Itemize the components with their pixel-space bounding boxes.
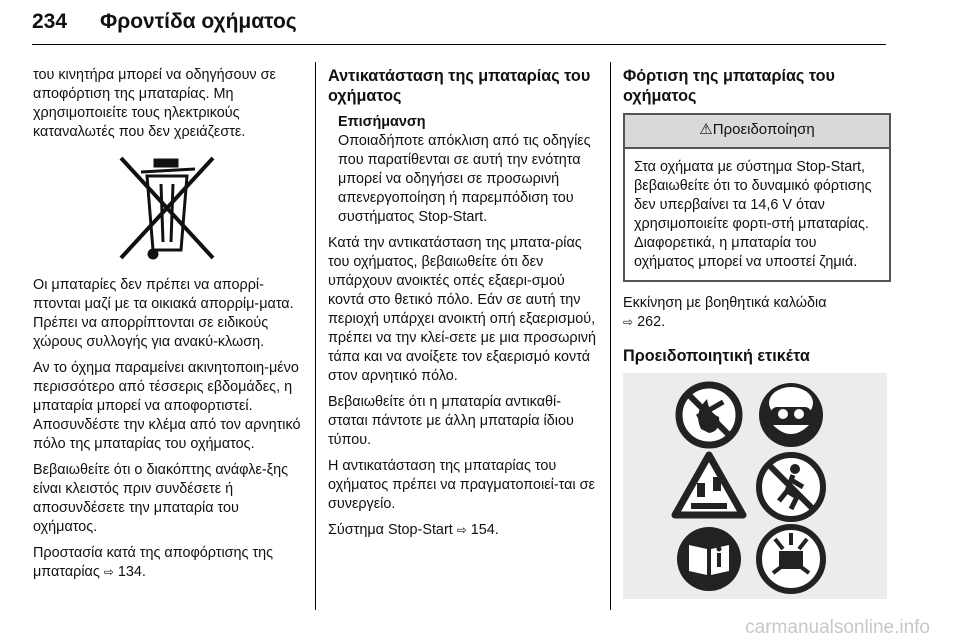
page-ref-icon: ⇨	[623, 315, 634, 329]
note-box	[328, 113, 596, 227]
page-ref-icon: ⇨	[103, 565, 114, 579]
paragraph: του κινητήρα μπορεί να οδηγήσουν σε αποφόρτιση της μπαταρίας. Μη χρησιμοποιείτε τους ηλεκτρικούς καταναλωτές που δεν χρειάζεστε.	[33, 67, 276, 140]
paragraph: Βεβαιωθείτε ότι ο διακόπτης ανάφλε-ξης είναι κλειστός πριν συνδέσετε ή αποσυνδέσετε την μπαταρία του οχήματος.	[33, 462, 289, 535]
page-header	[32, 10, 297, 34]
crossed-bin-icon	[115, 154, 219, 262]
link-text: Σύστημα Stop-Start	[328, 522, 453, 538]
keep-children-away-icon	[759, 455, 823, 519]
label-background	[623, 373, 887, 599]
note-text: Οποιαδήποτε απόκλιση από τις οδηγίες που παρατίθενται σε αυτή την ενότητα μπορεί να οδηγήσει σε προσωρινή απενεργοποίηση ή παρεμπόδιση του συστήματος Stop-Start.	[338, 133, 591, 225]
paragraph: Η αντικατάσταση της μπαταρίας του οχήματος πρέπει να πραγματοποιεί-ται σε συνεργείο.	[328, 458, 595, 512]
column-1	[33, 66, 301, 589]
warning-text: Στα οχήματα με σύστημα Stop-Start, βεβαιωθείτε ότι το δυναμικό φόρτισης δεν υπερβαίνει τα 14,6 V όταν χρησιμοποιείτε φορτι-στή μπαταρίας. Διαφορετικά, η μπαταρία του οχήματος μπορεί να υποστεί ζημιά.	[634, 159, 872, 270]
page-ref[interactable]: 262.	[637, 314, 666, 330]
explosive-warning-icon	[759, 527, 823, 591]
read-manual-icon	[677, 527, 741, 591]
section-heading: Προειδοποιητική ετικέτα	[623, 347, 810, 365]
warning-header	[625, 115, 889, 149]
column-divider	[315, 62, 316, 610]
paragraph	[328, 521, 596, 540]
link-text: Προστασία κατά της αποφόρτισης της μπαταρίας	[33, 545, 274, 580]
paragraph	[33, 544, 301, 582]
page-ref-icon: ⇨	[456, 523, 467, 537]
warning-title: Προειδοποίηση	[712, 121, 815, 138]
warning-box	[623, 113, 891, 282]
no-fire-icon	[679, 385, 739, 445]
paragraph	[623, 294, 891, 332]
note-title: Επισήμανση	[338, 114, 426, 130]
column-3	[623, 66, 891, 599]
page-ref[interactable]: 134.	[117, 564, 146, 580]
link-text: Εκκίνηση με βοηθητικά καλώδια	[623, 295, 827, 311]
eye-protection-icon	[759, 383, 823, 447]
warning-label-image	[623, 373, 887, 599]
column-divider	[610, 62, 611, 610]
section-heading: Φόρτιση της μπαταρίας του οχήματος	[623, 67, 835, 105]
paragraph: Αν το όχημα παραμείνει ακινητοποιη-μένο περισσότερο από τέσσερις εβδομάδες, η μπαταρία μπορεί να αποφορτιστεί. Αποσυνδέστε την κλέμα από τον αρνητικό πόλο της μπαταρίας του οχήματος.	[33, 360, 301, 452]
header-rule	[32, 44, 886, 45]
page-ref[interactable]: 154.	[470, 522, 499, 538]
paragraph: Κατά την αντικατάσταση της μπατα-ρίας του οχήματος, βεβαιωθείτε ότι δεν υπάρχουν ανοικτές οπές εξαερι-σμού κοντά στο θετικό πόλο. Εάν σε αυτή την περιοχή υπάρχει ανοικτή οπή εξαερισμού, πρέπει να την κλεί-σετε με μια προσωρινή τάπα και να ανοίξετε τον εξαερισμό κοντά στον αρνητικό πόλο.	[328, 235, 596, 384]
page-title: Φροντίδα οχήματος	[100, 10, 297, 33]
paragraph: Βεβαιωθείτε ότι η μπαταρία αντικαθί-σταται πάντοτε με άλλη μπαταρία ίδιου τύπου.	[328, 394, 574, 448]
warning-icon: ⚠	[699, 121, 713, 138]
column-2	[328, 66, 596, 547]
page-number: 234	[32, 10, 68, 33]
watermark: carmanualsonline.info	[745, 617, 930, 638]
section-heading: Αντικατάσταση της μπαταρίας του οχήματος	[328, 67, 591, 105]
paragraph: Οι μπαταρίες δεν πρέπει να απορρί-πτονται μαζί με τα οικιακά απορρίμ-ματα. Πρέπει να απορρίπτονται σε ειδικούς χώρους συλλογής για ανακύ-κλωση.	[33, 277, 294, 350]
